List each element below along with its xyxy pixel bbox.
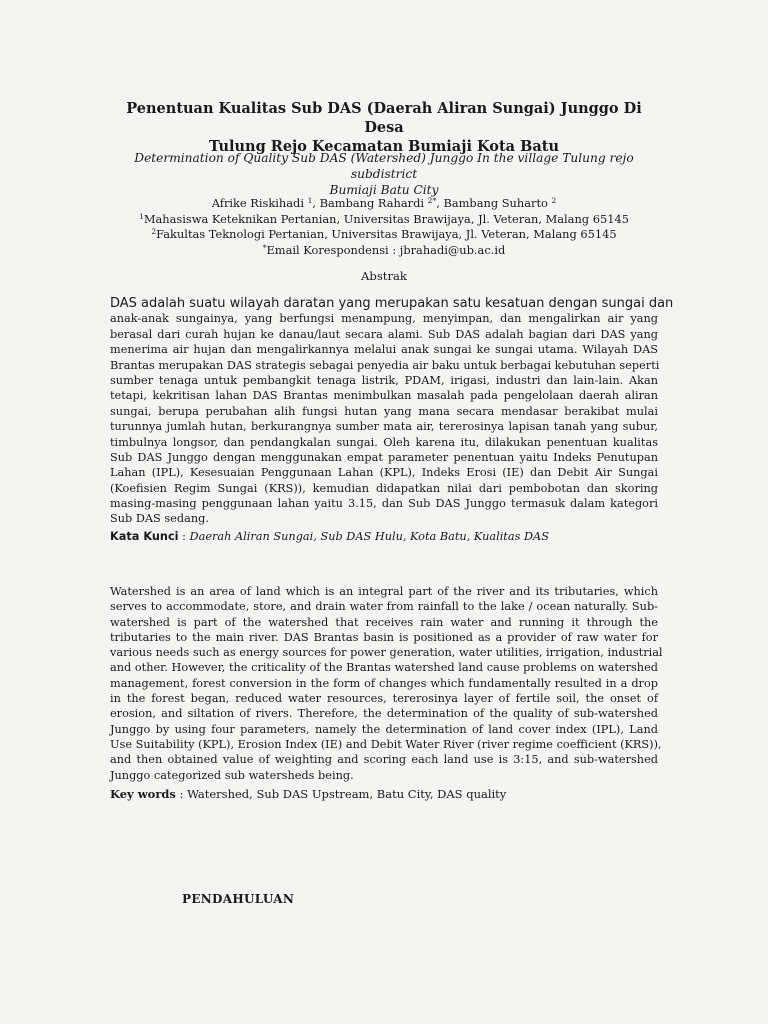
affiliation-1 [110,212,658,228]
affiliation-2-text: Fakultas Teknologi Pertanian, Universitas Brawijaya, Jl. Veteran, Malang 65145 [156,227,617,241]
subtitle-line-2: Bumiaji Batu City [329,183,439,197]
abstract-en-line: serves to accommodate, store, and drain water from rainfall to the lake / ocean naturally. Sub- [110,600,658,614]
keywords-en-text: Watershed, Sub DAS Upstream, Batu City, DAS quality [187,787,507,801]
abstract-en-line: and then obtained value of weighting and scoring each land use is 3:15, and sub-watershed [110,753,658,767]
affiliation-1-text: Mahasiswa Keteknikan Pertanian, Universitas Brawijaya, Jl. Veteran, Malang 65145 [143,211,629,226]
abstract-id-line: turunnya jumlah hutan, berkurangnya sumber mata air, tererosinya lapisan tanah yang subur, [110,420,658,434]
abstract-en-line: Use Suitability (KPL), Erosion Index (IE) and Debit Water River (river regime coefficient (KRS)), [110,737,662,751]
author-1: Afrike Riskihadi [211,196,308,210]
abstract-indonesian [110,296,674,527]
author-1-affiliation-mark: 1 [307,196,313,205]
abstract-en-line: in the forest began, reduced water resources, tererosinya layer of fertile soil, the onset of [110,692,658,706]
keywords-id-text: Daerah Aliran Sungai, Sub DAS Hulu, Kota Batu, Kualitas DAS [189,530,549,543]
author-2: , Bambang Rahardi [312,196,428,210]
abstract-en-line: and other. However, the criticality of the Brantas watershed land cause problems on watershed [110,661,658,675]
abstract-id-line: timbulnya longsor, dan pendangkalan sungai. Oleh karena itu, dilakukan penentuan kualitas [110,435,658,449]
abstract-id-line: sumber tenaga untuk pembangkit tenaga listrik, PDAM, irigasi, industri dan lain-lain. Akan [110,373,658,387]
keywords-en-label: Key words [110,787,176,801]
email-text: Email Korespondensi : jbrahadi@ub.ac.id [266,242,506,257]
abstract-id-line: Brantas merupakan DAS strategis sebagai penyedia air baku untuk berbagai kebutuhan seperti [110,358,660,372]
abstract-id-line: masing-masing penggunaan lahan yaitu 3.15, dan Sub DAS Junggo termasuk dalam kategori [110,497,658,511]
abstract-english [110,584,663,783]
abstract-en-line: tributaries to the main river. DAS Brantas basin is positioned as a provider of raw water for [110,630,658,644]
abstract-en-line: various needs such as energy sources for power generation, water utilities, irrigation, industrial [110,646,663,660]
abstract-en-line: management, forest conversion in the form of changes which fundamentally resulted in a drop [110,676,658,690]
title-line-1: Penentuan Kualitas Sub DAS (Daerah Aliran Sungai) Junggo Di Desa [126,100,642,136]
affiliation-1-mark: 1 [139,211,144,221]
keywords-en-separator: : [175,787,188,801]
author-2-affiliation-mark: 2* [427,196,437,205]
author-3-affiliation-mark: 2 [551,196,557,205]
abstract-en-line: watershed is part of the watershed that receives rain water and running it through the [110,615,658,629]
subtitle-line-1: Determination of Quality Sub DAS (Watershed) Junggo In the village Tulung rejo subdistrict [134,151,634,181]
abstract-id-line: tetapi, kekritisan lahan DAS Brantas menimbulkan masalah pada pengelolaan daerah aliran [110,389,658,403]
abstract-id-line: Sub DAS sedang. [110,512,209,526]
affiliation-2-mark: 2 [151,227,157,236]
abstract-en-line: Junggo by using four parameters, namely the determination of land cover index (IPL), Land [110,722,658,736]
abstract-en-line: Watershed is an area of land which is an integral part of the river and its tributaries, which [110,585,658,598]
author-block [110,196,658,258]
keywords-id-label: Kata Kunci [110,530,179,543]
abstract-heading: Abstrak [361,269,407,283]
abstract-id-line: Lahan (IPL), Kesesuaian Penggunaan Lahan (KPL), Indeks Erosi (IE) dan Debit Air Sungai [110,466,658,480]
abstract-id-line: sungai, berupa perubahan alih fungsi hutan yang mana secara mendasar berakibat mulai [110,404,658,418]
abstract-id-line: Sub DAS Junggo dengan menggunakan empat parameter penentuan yaitu Indeks Penutupan [110,450,658,464]
email-mark: * [262,242,267,252]
corresponding-email [110,243,658,259]
affiliation-2 [110,227,658,243]
paper-subtitle-english [110,150,658,198]
author-names [110,196,658,212]
abstract-id-line: anak-anak sungainya, yang berfungsi menampung, menyimpan, dan mengalirkan air yang [110,312,658,326]
abstract-id-line: (Koefisien Regim Sungai (KRS)), kemudian didapatkan nilai dari pembobotan dan skoring [110,481,658,495]
section-heading-introduction: PENDAHULUAN [182,892,295,906]
abstract-en-line: Junggo categorized sub watersheds being. [110,768,354,782]
abstract-id-line: berasal dari curah hujan ke danau/laut secara alami. Sub DAS adalah bagian dari DAS yang [110,327,658,341]
keywords-indonesian [110,529,658,544]
abstract-en-line: erosion, and siltation of rivers. Therefore, the determination of the quality of sub-watershed [110,707,658,721]
abstract-id-line: menerima air hujan dan mengalirkannya melalui anak sungai ke sungai utama. Wilayah DAS [110,343,658,357]
abstract-id-line: DAS adalah suatu wilayah daratan yang merupakan satu kesatuan dengan sungai dan [110,296,674,311]
keywords-id-separator: : [178,530,190,543]
paper-title [110,99,658,156]
keywords-english [110,787,658,802]
title-line-2: Tulung Rejo Kecamatan Bumiaji Kota Batu [208,138,559,155]
author-3: , Bambang Suharto [436,196,552,210]
